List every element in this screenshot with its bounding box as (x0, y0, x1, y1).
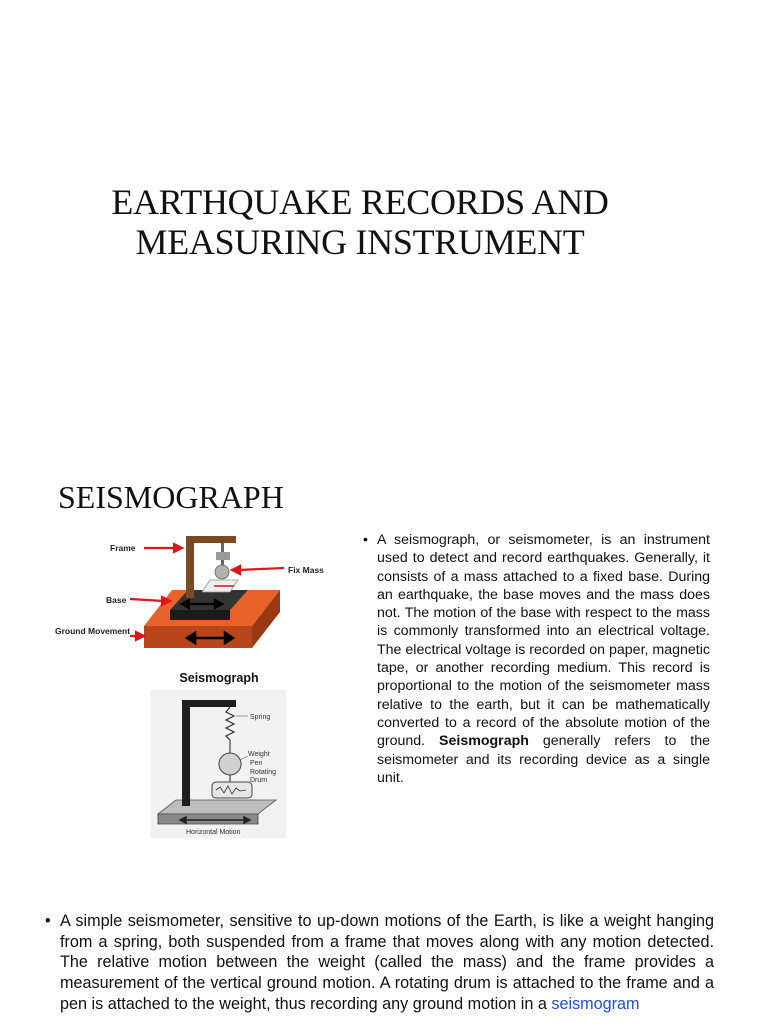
label-pen: Pen (250, 760, 263, 767)
figure-caption: Seismograph (179, 671, 259, 685)
seismometer-description (46, 911, 714, 1024)
label-spring: Spring (250, 714, 271, 721)
description-text: A seismograph, or seismometer, is an instrument used to detect and record earthquakes. Generally, it consists of a mass attached to a fixed base. During an earthquake, the base moves and the mass does not. The motion of the base with respect to the mass is commonly transformed into an electrical voltage. The electrical voltage is recorded on paper, magnetic tape, or another recording medium. This record is proportional to the motion of the seismometer mass relative to the earth, but it can be mathematically converted to a record of the absolute motion of the ground. (377, 532, 710, 750)
bullet-dot: • (363, 532, 368, 548)
base-front (170, 610, 230, 620)
fix-mass-arrow (238, 568, 284, 570)
frame-post (186, 536, 194, 598)
label-base: Base (106, 595, 127, 605)
seismograph-illustration (150, 690, 286, 838)
description-text-end: generally refers to the seismometer and its recording device as a single unit. (377, 733, 710, 786)
label-horizontal-motion: Horizontal Motion (186, 829, 241, 836)
seismometer-text: A simple seismometer, sensitive to up-down motions of the Earth, is like a weight hanging from a spring, both suspended from a frame that moves along with any motion detected. The relative motion between the weight (called the mass) and the frame provides a measurement of the vertical ground motion. A rotating drum is attached to the frame and a pen is attached to the weight, thus recording any ground motion in a (60, 912, 714, 1013)
seismograph-diagram (52, 528, 332, 656)
base-arrow (130, 599, 164, 601)
section-heading: SEISMOGRAPH (58, 479, 284, 515)
fix-mass (215, 565, 229, 579)
label-drum: Drum (250, 777, 268, 784)
label-ground-movement: Ground Movement (55, 626, 131, 636)
seismogram-link[interactable]: seismogram (551, 994, 640, 1013)
label-fix-mass: Fix Mass (288, 565, 324, 575)
label-weight: Weight (248, 751, 270, 758)
label-rotating: Rotating (250, 769, 277, 776)
label-frame: Frame (110, 543, 136, 553)
slide-title: EARTHQUAKE RECORDS AND MEASURING INSTRUMENT (111, 182, 609, 262)
frame-clamp (216, 552, 230, 560)
bullet-dot: • (45, 912, 51, 930)
frame-arm (186, 536, 236, 543)
seismograph-description (364, 531, 710, 787)
description-bold-term: Seismograph (439, 733, 529, 750)
